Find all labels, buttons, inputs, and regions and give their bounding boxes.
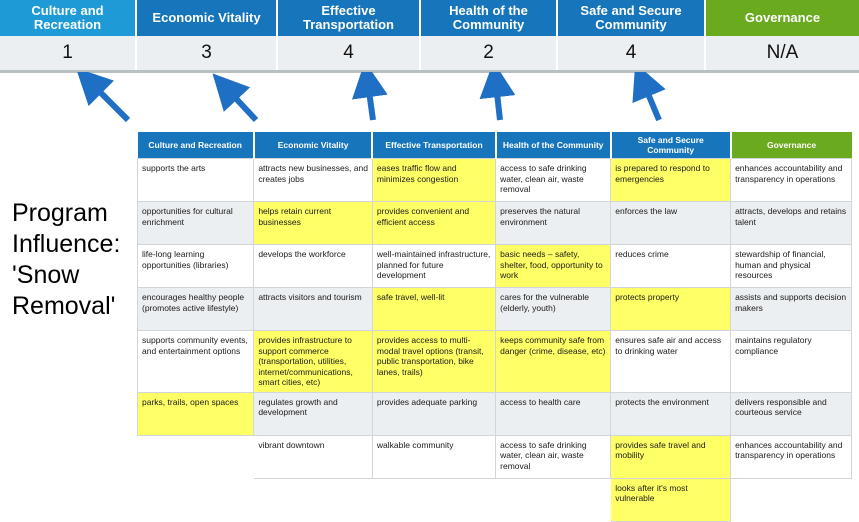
score-value-cell: 2 xyxy=(421,36,558,70)
table-row xyxy=(138,288,852,331)
score-header-cell: Effective Transportation xyxy=(278,0,421,36)
program-influence-caption xyxy=(12,198,132,322)
matrix-cell: well-maintained infrastructure, planned for future development xyxy=(372,245,495,288)
matrix-cell: enhances accountability and transparency in operations xyxy=(731,435,852,478)
outcomes-matrix xyxy=(137,132,852,522)
matrix-column-header: Governance xyxy=(731,132,852,159)
matrix-cell: life-long learning opportunities (libraries) xyxy=(138,245,254,288)
matrix-cell: maintains regulatory compliance xyxy=(731,331,852,393)
arrow-safety-icon xyxy=(644,84,659,120)
table-row xyxy=(138,159,852,202)
matrix-cell-highlighted: helps retain current businesses xyxy=(254,202,373,245)
score-header-cell: Safe and Secure Community xyxy=(558,0,706,36)
matrix-cell: ensures safe air and access to drinking water xyxy=(611,331,731,393)
score-header-band xyxy=(0,0,859,36)
score-header-cell: Health of the Community xyxy=(421,0,558,36)
matrix-cell: attracts, develops and retains talent xyxy=(731,202,852,245)
arrow-culture-icon xyxy=(92,84,128,120)
caption-line-1: Program xyxy=(12,199,108,227)
score-value-cell: 1 xyxy=(0,36,137,70)
matrix-cell xyxy=(731,478,852,521)
matrix-cell-highlighted: eases traffic flow and minimizes congestion xyxy=(372,159,495,202)
matrix-cell: attracts new businesses, and creates jobs xyxy=(254,159,373,202)
matrix-cell-highlighted: provides convenient and efficient access xyxy=(372,202,495,245)
score-header-cell: Governance xyxy=(706,0,859,36)
score-header-cell: Economic Vitality xyxy=(137,0,278,36)
matrix-cell-highlighted: provides safe travel and mobility xyxy=(611,435,731,478)
matrix-column-header: Effective Transportation xyxy=(372,132,495,159)
arrow-group xyxy=(0,72,859,134)
matrix-cell: protects the environment xyxy=(611,392,731,435)
table-row xyxy=(138,202,852,245)
matrix-cell-highlighted: is prepared to respond to emergencies xyxy=(611,159,731,202)
matrix-cell: access to safe drinking water, clean air, waste removal xyxy=(496,435,611,478)
matrix-cell-highlighted: keeps community safe from danger (crime, disease, etc) xyxy=(496,331,611,393)
matrix-cell: enhances accountability and transparency in operations xyxy=(731,159,852,202)
matrix-cell: access to safe drinking water, clean air, waste removal xyxy=(496,159,611,202)
matrix-cell: assists and supports decision makers xyxy=(731,288,852,331)
matrix-cell: encourages healthy people (promotes active lifestyle) xyxy=(138,288,254,331)
table-row xyxy=(138,435,852,478)
table-row xyxy=(138,245,852,288)
matrix-cell-highlighted: looks after it's most vulnerable xyxy=(611,478,731,521)
arrow-transportation-icon xyxy=(368,84,373,120)
matrix-cell: vibrant downtown xyxy=(254,435,373,478)
matrix-cell: stewardship of financial, human and physical resources xyxy=(731,245,852,288)
matrix-cell: regulates growth and development xyxy=(254,392,373,435)
matrix-cell-highlighted: protects property xyxy=(611,288,731,331)
matrix-cell: attracts visitors and tourism xyxy=(254,288,373,331)
matrix-cell-highlighted: provides infrastructure to support commerce (transportation, utilities, internet/communications, smart cities, etc) xyxy=(254,331,373,393)
caption-line-3: 'Snow xyxy=(12,261,80,289)
matrix-cell xyxy=(372,478,495,521)
table-row xyxy=(138,478,852,521)
matrix-cell: access to health care xyxy=(496,392,611,435)
table-row xyxy=(138,392,852,435)
matrix-cell xyxy=(138,478,254,521)
matrix-cell: opportunities for cultural enrichment xyxy=(138,202,254,245)
matrix-column-header: Safe and Secure Community xyxy=(611,132,731,159)
table-row xyxy=(138,331,852,393)
matrix-cell: reduces crime xyxy=(611,245,731,288)
matrix-cell: provides adequate parking xyxy=(372,392,495,435)
score-value-cell: 3 xyxy=(137,36,278,70)
matrix-header-row xyxy=(138,132,852,159)
matrix-cell: develops the workforce xyxy=(254,245,373,288)
matrix-cell: enforces the law xyxy=(611,202,731,245)
score-value-cell: N/A xyxy=(766,42,799,63)
matrix-cell: walkable community xyxy=(372,435,495,478)
matrix-cell xyxy=(138,435,254,478)
score-value-cell: 4 xyxy=(278,36,421,70)
arrow-health-icon xyxy=(496,84,500,120)
matrix-cell-highlighted: parks, trails, open spaces xyxy=(138,392,254,435)
matrix-cell xyxy=(254,478,373,521)
matrix-cell: cares for the vulnerable (elderly, youth) xyxy=(496,288,611,331)
matrix-body xyxy=(138,159,852,522)
score-value-cell: 4 xyxy=(558,36,706,70)
caption-line-4: Removal' xyxy=(12,292,116,320)
matrix-cell-highlighted: safe travel, well-lit xyxy=(372,288,495,331)
score-values-band xyxy=(0,36,859,73)
matrix-cell xyxy=(496,478,611,521)
matrix-column-header: Economic Vitality xyxy=(254,132,373,159)
arrow-economic-icon xyxy=(228,90,256,120)
matrix-cell: supports the arts xyxy=(138,159,254,202)
caption-line-2: Influence: xyxy=(12,230,121,258)
matrix-cell: delivers responsible and courteous service xyxy=(731,392,852,435)
matrix-column-header: Culture and Recreation xyxy=(138,132,254,159)
score-header-cell: Culture and Recreation xyxy=(0,0,137,36)
matrix-cell-highlighted: provides access to multi-modal travel options (transit, public transportation, bike lanes, trails) xyxy=(372,331,495,393)
matrix-cell: supports community events, and entertainment options xyxy=(138,331,254,393)
matrix-column-header: Health of the Community xyxy=(496,132,611,159)
matrix-cell-highlighted: basic needs – safety, shelter, food, opportunity to work xyxy=(496,245,611,288)
matrix-cell: preserves the natural environment xyxy=(496,202,611,245)
